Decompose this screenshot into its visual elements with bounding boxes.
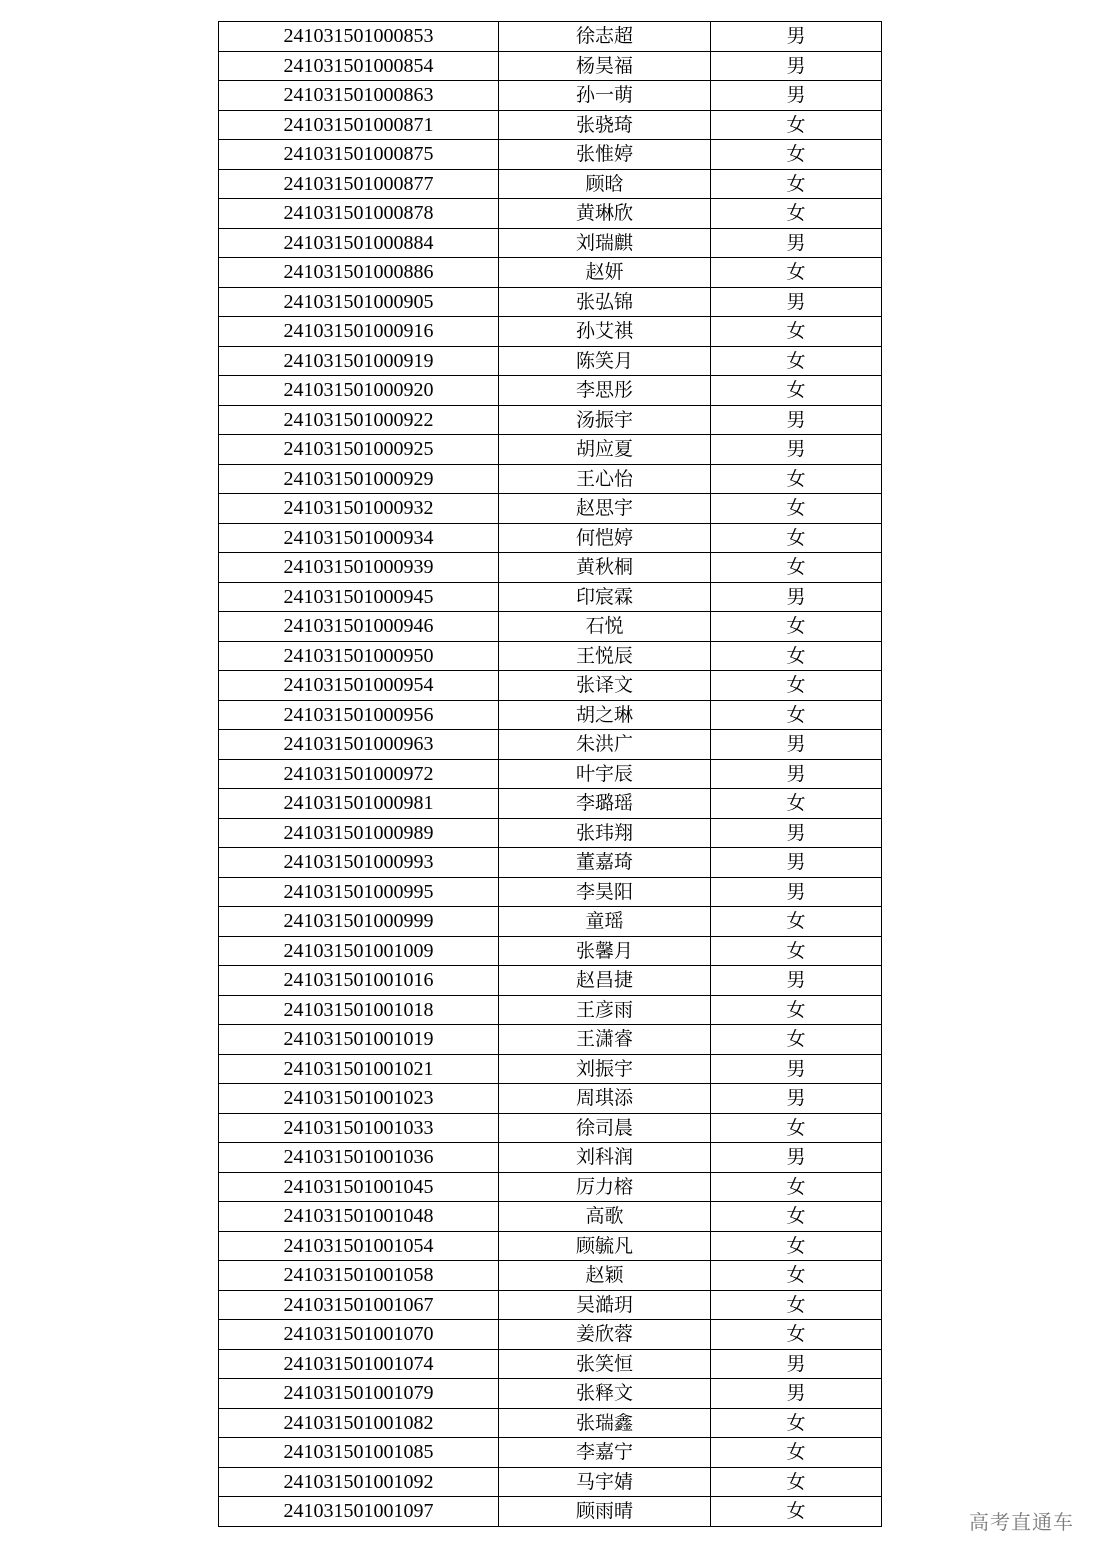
candidate-id-cell: 241031501000871 bbox=[219, 110, 499, 140]
student-name-cell: 张笑恒 bbox=[499, 1349, 711, 1379]
candidate-id-cell: 241031501000886 bbox=[219, 258, 499, 288]
gender-cell: 男 bbox=[711, 848, 882, 878]
student-name-cell: 董嘉琦 bbox=[499, 848, 711, 878]
student-name-cell: 张馨月 bbox=[499, 936, 711, 966]
gender-cell: 男 bbox=[711, 582, 882, 612]
gender-cell: 女 bbox=[711, 995, 882, 1025]
gender-cell: 女 bbox=[711, 700, 882, 730]
candidate-id-cell: 241031501000920 bbox=[219, 376, 499, 406]
candidate-id-cell: 241031501000993 bbox=[219, 848, 499, 878]
table-row bbox=[219, 848, 882, 878]
gender-cell: 女 bbox=[711, 789, 882, 819]
student-name-cell: 顾雨晴 bbox=[499, 1497, 711, 1527]
student-name-cell: 厉力榕 bbox=[499, 1172, 711, 1202]
table-row bbox=[219, 789, 882, 819]
table-row bbox=[219, 169, 882, 199]
student-name-cell: 周琪添 bbox=[499, 1084, 711, 1114]
student-name-cell: 徐志超 bbox=[499, 22, 711, 52]
table-row bbox=[219, 1261, 882, 1291]
gender-cell: 女 bbox=[711, 523, 882, 553]
gender-cell: 女 bbox=[711, 140, 882, 170]
student-name-cell: 胡之琳 bbox=[499, 700, 711, 730]
gender-cell: 女 bbox=[711, 1320, 882, 1350]
student-name-cell: 李思彤 bbox=[499, 376, 711, 406]
gender-cell: 女 bbox=[711, 1172, 882, 1202]
candidate-id-cell: 241031501000963 bbox=[219, 730, 499, 760]
candidate-id-cell: 241031501001082 bbox=[219, 1408, 499, 1438]
table-row bbox=[219, 1172, 882, 1202]
student-name-cell: 高歌 bbox=[499, 1202, 711, 1232]
gender-cell: 男 bbox=[711, 228, 882, 258]
gender-cell: 女 bbox=[711, 494, 882, 524]
candidate-id-cell: 241031501000854 bbox=[219, 51, 499, 81]
table-row bbox=[219, 376, 882, 406]
table-row bbox=[219, 1467, 882, 1497]
student-name-cell: 黄琳欣 bbox=[499, 199, 711, 229]
candidate-id-cell: 241031501000956 bbox=[219, 700, 499, 730]
gender-cell: 女 bbox=[711, 464, 882, 494]
student-name-cell: 马宇婧 bbox=[499, 1467, 711, 1497]
candidate-id-cell: 241031501001045 bbox=[219, 1172, 499, 1202]
table-row bbox=[219, 1290, 882, 1320]
candidate-id-cell: 241031501001021 bbox=[219, 1054, 499, 1084]
student-name-cell: 王心怡 bbox=[499, 464, 711, 494]
gender-cell: 女 bbox=[711, 1290, 882, 1320]
gender-cell: 女 bbox=[711, 1261, 882, 1291]
table-row bbox=[219, 759, 882, 789]
table-row bbox=[219, 1084, 882, 1114]
student-name-cell: 赵妍 bbox=[499, 258, 711, 288]
candidate-id-cell: 241031501000877 bbox=[219, 169, 499, 199]
table-row bbox=[219, 405, 882, 435]
gender-cell: 女 bbox=[711, 1025, 882, 1055]
candidate-id-cell: 241031501001009 bbox=[219, 936, 499, 966]
candidate-id-cell: 241031501000989 bbox=[219, 818, 499, 848]
gender-cell: 女 bbox=[711, 1231, 882, 1261]
candidate-id-cell: 241031501001054 bbox=[219, 1231, 499, 1261]
student-name-cell: 赵昌捷 bbox=[499, 966, 711, 996]
table-row bbox=[219, 317, 882, 347]
candidate-id-cell: 241031501000939 bbox=[219, 553, 499, 583]
student-name-cell: 李嘉宁 bbox=[499, 1438, 711, 1468]
candidate-id-cell: 241031501000905 bbox=[219, 287, 499, 317]
table-row bbox=[219, 1379, 882, 1409]
student-name-cell: 陈笑月 bbox=[499, 346, 711, 376]
candidate-id-cell: 241031501000925 bbox=[219, 435, 499, 465]
student-name-cell: 石悦 bbox=[499, 612, 711, 642]
candidate-id-cell: 241031501001018 bbox=[219, 995, 499, 1025]
student-name-cell: 张惟婷 bbox=[499, 140, 711, 170]
candidate-id-cell: 241031501001079 bbox=[219, 1379, 499, 1409]
table-row bbox=[219, 1113, 882, 1143]
gender-cell: 女 bbox=[711, 1113, 882, 1143]
table-row bbox=[219, 435, 882, 465]
gender-cell: 男 bbox=[711, 81, 882, 111]
student-name-cell: 顾毓凡 bbox=[499, 1231, 711, 1261]
gender-cell: 男 bbox=[711, 1054, 882, 1084]
student-name-cell: 杨昊福 bbox=[499, 51, 711, 81]
gender-cell: 男 bbox=[711, 435, 882, 465]
table-row bbox=[219, 81, 882, 111]
student-name-cell: 王彦雨 bbox=[499, 995, 711, 1025]
student-name-cell: 赵思宇 bbox=[499, 494, 711, 524]
candidate-id-cell: 241031501000945 bbox=[219, 582, 499, 612]
student-name-cell: 朱洪广 bbox=[499, 730, 711, 760]
candidate-id-cell: 241031501000922 bbox=[219, 405, 499, 435]
table-row bbox=[219, 995, 882, 1025]
gender-cell: 女 bbox=[711, 1467, 882, 1497]
candidate-id-cell: 241031501001019 bbox=[219, 1025, 499, 1055]
student-name-cell: 张玮翔 bbox=[499, 818, 711, 848]
candidate-id-cell: 241031501000878 bbox=[219, 199, 499, 229]
table-row bbox=[219, 700, 882, 730]
candidate-id-cell: 241031501001085 bbox=[219, 1438, 499, 1468]
candidate-id-cell: 241031501000934 bbox=[219, 523, 499, 553]
gender-cell: 女 bbox=[711, 612, 882, 642]
table-row bbox=[219, 51, 882, 81]
gender-cell: 男 bbox=[711, 1349, 882, 1379]
candidate-id-cell: 241031501000929 bbox=[219, 464, 499, 494]
candidate-id-cell: 241031501000919 bbox=[219, 346, 499, 376]
gender-cell: 女 bbox=[711, 110, 882, 140]
table-row bbox=[219, 1054, 882, 1084]
table-row bbox=[219, 671, 882, 701]
candidate-id-cell: 241031501000999 bbox=[219, 907, 499, 937]
gender-cell: 女 bbox=[711, 346, 882, 376]
table-row bbox=[219, 1231, 882, 1261]
student-name-cell: 孙一萌 bbox=[499, 81, 711, 111]
gender-cell: 男 bbox=[711, 287, 882, 317]
gender-cell: 男 bbox=[711, 1143, 882, 1173]
table-row bbox=[219, 1438, 882, 1468]
student-name-cell: 吴澔玥 bbox=[499, 1290, 711, 1320]
gender-cell: 女 bbox=[711, 907, 882, 937]
table-row bbox=[219, 1202, 882, 1232]
student-name-cell: 顾晗 bbox=[499, 169, 711, 199]
candidate-id-cell: 241031501001023 bbox=[219, 1084, 499, 1114]
table-row bbox=[219, 936, 882, 966]
table-row bbox=[219, 966, 882, 996]
candidate-id-cell: 241031501000981 bbox=[219, 789, 499, 819]
gender-cell: 女 bbox=[711, 199, 882, 229]
candidate-id-cell: 241031501001036 bbox=[219, 1143, 499, 1173]
student-name-cell: 张弘锦 bbox=[499, 287, 711, 317]
candidate-id-cell: 241031501001070 bbox=[219, 1320, 499, 1350]
candidate-id-cell: 241031501001033 bbox=[219, 1113, 499, 1143]
table-row bbox=[219, 877, 882, 907]
table-row bbox=[219, 582, 882, 612]
gender-cell: 女 bbox=[711, 258, 882, 288]
candidate-id-cell: 241031501000946 bbox=[219, 612, 499, 642]
student-name-cell: 孙艾祺 bbox=[499, 317, 711, 347]
candidate-id-cell: 241031501000863 bbox=[219, 81, 499, 111]
student-name-cell: 赵颖 bbox=[499, 1261, 711, 1291]
student-name-cell: 汤振宇 bbox=[499, 405, 711, 435]
student-name-cell: 王潇睿 bbox=[499, 1025, 711, 1055]
student-name-cell: 印宸霖 bbox=[499, 582, 711, 612]
table-row bbox=[219, 523, 882, 553]
watermark: 高考直通车 bbox=[969, 1510, 1074, 1534]
student-name-cell: 刘振宇 bbox=[499, 1054, 711, 1084]
candidate-id-cell: 241031501000950 bbox=[219, 641, 499, 671]
table-row bbox=[219, 641, 882, 671]
gender-cell: 男 bbox=[711, 877, 882, 907]
candidate-id-cell: 241031501000995 bbox=[219, 877, 499, 907]
roster-body bbox=[219, 22, 882, 1527]
table-row bbox=[219, 553, 882, 583]
table-row bbox=[219, 907, 882, 937]
table-row bbox=[219, 1349, 882, 1379]
table-row bbox=[219, 494, 882, 524]
table-row bbox=[219, 464, 882, 494]
candidate-id-cell: 241031501000853 bbox=[219, 22, 499, 52]
gender-cell: 男 bbox=[711, 730, 882, 760]
student-name-cell: 李昊阳 bbox=[499, 877, 711, 907]
candidate-id-cell: 241031501000916 bbox=[219, 317, 499, 347]
table-row bbox=[219, 258, 882, 288]
candidate-id-cell: 241031501000875 bbox=[219, 140, 499, 170]
candidate-id-cell: 241031501001092 bbox=[219, 1467, 499, 1497]
candidate-id-cell: 241031501001058 bbox=[219, 1261, 499, 1291]
gender-cell: 女 bbox=[711, 317, 882, 347]
table-row bbox=[219, 1143, 882, 1173]
gender-cell: 男 bbox=[711, 51, 882, 81]
student-name-cell: 童瑶 bbox=[499, 907, 711, 937]
gender-cell: 男 bbox=[711, 22, 882, 52]
student-name-cell: 徐司晨 bbox=[499, 1113, 711, 1143]
table-row bbox=[219, 1408, 882, 1438]
table-row bbox=[219, 140, 882, 170]
gender-cell: 女 bbox=[711, 936, 882, 966]
gender-cell: 女 bbox=[711, 1438, 882, 1468]
student-name-cell: 姜欣蓉 bbox=[499, 1320, 711, 1350]
student-name-cell: 刘科润 bbox=[499, 1143, 711, 1173]
student-name-cell: 李璐瑶 bbox=[499, 789, 711, 819]
candidate-id-cell: 241031501001097 bbox=[219, 1497, 499, 1527]
table-row bbox=[219, 1320, 882, 1350]
gender-cell: 男 bbox=[711, 759, 882, 789]
candidate-id-cell: 241031501000972 bbox=[219, 759, 499, 789]
candidate-id-cell: 241031501000932 bbox=[219, 494, 499, 524]
gender-cell: 女 bbox=[711, 553, 882, 583]
candidate-id-cell: 241031501001074 bbox=[219, 1349, 499, 1379]
table-row bbox=[219, 730, 882, 760]
student-name-cell: 黄秋桐 bbox=[499, 553, 711, 583]
student-name-cell: 何恺婷 bbox=[499, 523, 711, 553]
student-name-cell: 张骁琦 bbox=[499, 110, 711, 140]
student-name-cell: 张释文 bbox=[499, 1379, 711, 1409]
gender-cell: 女 bbox=[711, 169, 882, 199]
gender-cell: 男 bbox=[711, 818, 882, 848]
student-name-cell: 胡应夏 bbox=[499, 435, 711, 465]
student-name-cell: 张译文 bbox=[499, 671, 711, 701]
gender-cell: 男 bbox=[711, 966, 882, 996]
candidate-id-cell: 241031501000954 bbox=[219, 671, 499, 701]
table-row bbox=[219, 228, 882, 258]
gender-cell: 女 bbox=[711, 376, 882, 406]
table-row bbox=[219, 1025, 882, 1055]
table-row bbox=[219, 1497, 882, 1527]
table-row bbox=[219, 287, 882, 317]
gender-cell: 女 bbox=[711, 671, 882, 701]
table-row bbox=[219, 818, 882, 848]
roster-table bbox=[218, 21, 882, 1527]
candidate-id-cell: 241031501000884 bbox=[219, 228, 499, 258]
gender-cell: 女 bbox=[711, 641, 882, 671]
candidate-id-cell: 241031501001048 bbox=[219, 1202, 499, 1232]
gender-cell: 女 bbox=[711, 1408, 882, 1438]
gender-cell: 男 bbox=[711, 1084, 882, 1114]
student-name-cell: 刘瑞麒 bbox=[499, 228, 711, 258]
table-row bbox=[219, 612, 882, 642]
student-name-cell: 张瑞鑫 bbox=[499, 1408, 711, 1438]
gender-cell: 女 bbox=[711, 1202, 882, 1232]
candidate-id-cell: 241031501001016 bbox=[219, 966, 499, 996]
table-row bbox=[219, 110, 882, 140]
gender-cell: 男 bbox=[711, 1379, 882, 1409]
gender-cell: 男 bbox=[711, 405, 882, 435]
gender-cell: 女 bbox=[711, 1497, 882, 1527]
student-name-cell: 叶宇辰 bbox=[499, 759, 711, 789]
candidate-id-cell: 241031501001067 bbox=[219, 1290, 499, 1320]
table-row bbox=[219, 199, 882, 229]
table-row bbox=[219, 346, 882, 376]
student-name-cell: 王悦辰 bbox=[499, 641, 711, 671]
table-row bbox=[219, 22, 882, 52]
